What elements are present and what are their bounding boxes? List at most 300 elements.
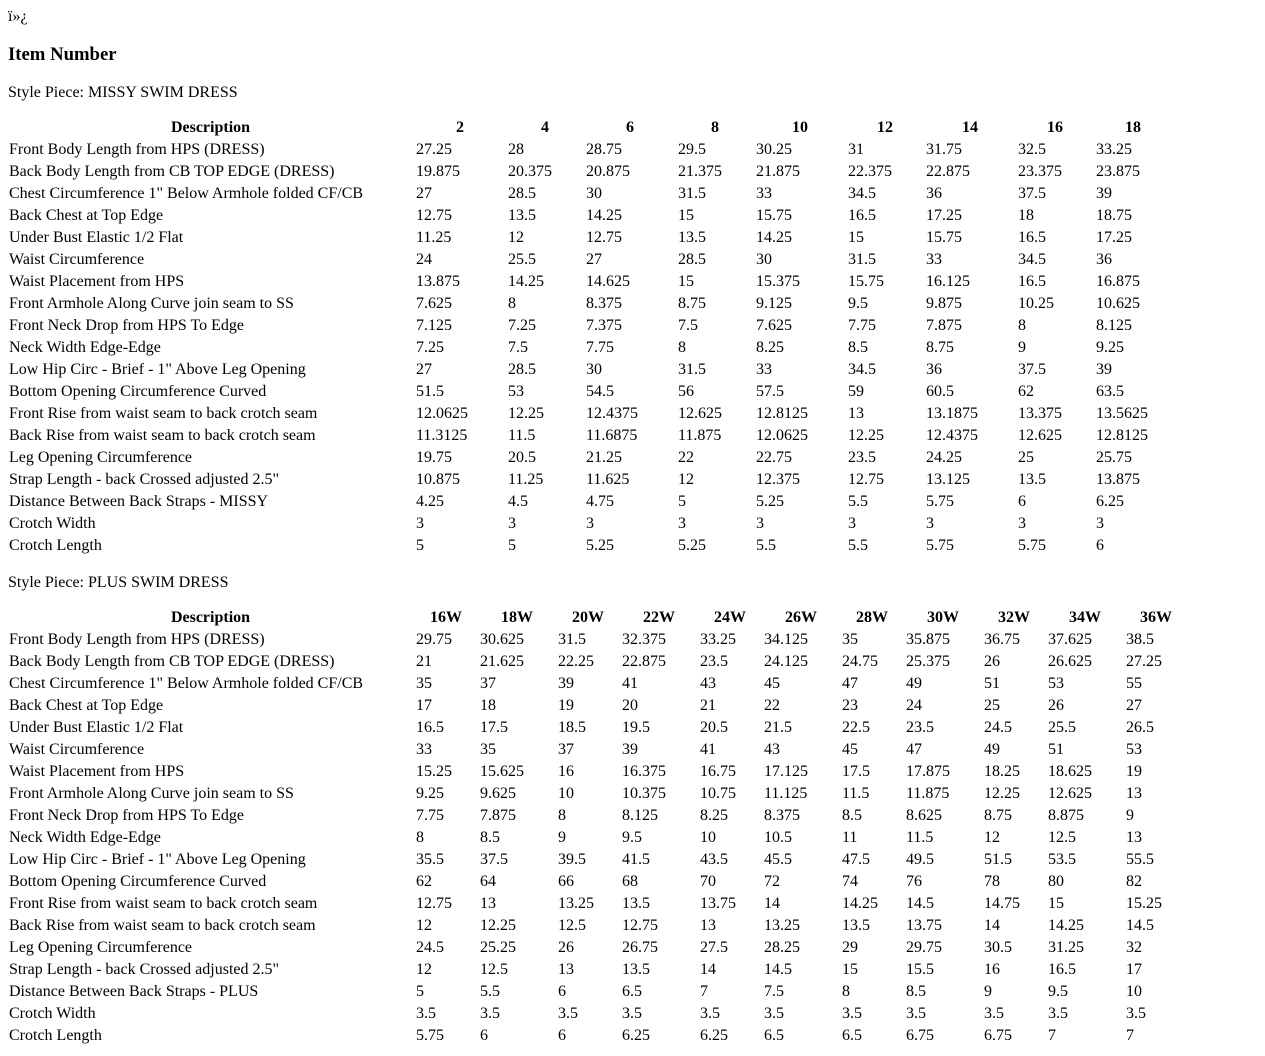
measurement-value: 6.75	[984, 1027, 1012, 1044]
measurement-value: 16.75	[700, 763, 736, 780]
column-header-size: 30W	[927, 609, 959, 626]
measurement-value: 25.375	[906, 653, 950, 670]
measurement-value: 56	[678, 383, 694, 400]
measurement-value: 5.75	[1018, 537, 1046, 554]
measurement-value: 7.25	[508, 317, 536, 334]
measurement-value: 12	[416, 917, 432, 934]
measurement-value: 13.375	[1018, 405, 1062, 422]
measurement-description: Front Body Length from HPS (DRESS)	[9, 141, 265, 158]
measurement-value: 28.5	[678, 251, 706, 268]
measurement-value: 14	[700, 961, 716, 978]
measurement-value: 33.25	[700, 631, 736, 648]
measurement-value: 9	[984, 983, 992, 1000]
measurement-value: 9.5	[848, 295, 868, 312]
measurement-value: 63.5	[1096, 383, 1124, 400]
measurement-value: 33.25	[1096, 141, 1132, 158]
measurement-value: 38.5	[1126, 631, 1154, 648]
style-piece-plus: Style Piece: PLUS SWIM DRESS	[8, 574, 229, 591]
measurement-value: 13.875	[416, 273, 460, 290]
measurement-value: 41	[622, 675, 638, 692]
measurement-value: 3.5	[764, 1005, 784, 1022]
table-row	[8, 184, 1171, 204]
measurement-value: 43.5	[700, 851, 728, 868]
measurement-value: 12.4375	[926, 427, 978, 444]
measurement-value: 15.75	[926, 229, 962, 246]
measurement-value: 13.5	[1018, 471, 1046, 488]
measurement-value: 8	[416, 829, 424, 846]
measurement-value: 10.375	[622, 785, 666, 802]
table-row	[8, 916, 1187, 936]
measurement-value: 35.5	[416, 851, 444, 868]
measurement-value: 15.375	[756, 273, 800, 290]
measurement-value: 35	[416, 675, 432, 692]
column-header-size: 16W	[430, 609, 462, 626]
measurement-value: 9.125	[756, 295, 792, 312]
measurement-value: 6.5	[622, 983, 642, 1000]
measurement-value: 24.25	[926, 449, 962, 466]
measurement-value: 78	[984, 873, 1000, 890]
measurement-value: 3	[1018, 515, 1026, 532]
table-row	[8, 162, 1171, 182]
measurement-value: 12.0625	[756, 427, 808, 444]
measurement-value: 25.25	[480, 939, 516, 956]
measurement-value: 6	[1018, 493, 1026, 510]
measurement-value: 24.75	[842, 653, 878, 670]
table-row	[8, 630, 1187, 650]
measurement-description: Back Body Length from CB TOP EDGE (DRESS)	[9, 653, 335, 670]
column-header-size: 16	[1047, 119, 1063, 136]
table-row	[8, 740, 1187, 760]
measurement-value: 39	[622, 741, 638, 758]
measurement-value: 24	[906, 697, 922, 714]
measurement-value: 13.5	[622, 895, 650, 912]
table-row	[8, 404, 1171, 424]
table-row	[8, 850, 1187, 870]
measurement-value: 12.4375	[586, 405, 638, 422]
measurement-value: 22	[678, 449, 694, 466]
measurement-description: Strap Length - back Crossed adjusted 2.5"	[9, 961, 280, 978]
measurement-value: 26	[558, 939, 574, 956]
table-row	[8, 426, 1171, 446]
measurement-value: 11.25	[416, 229, 452, 246]
measurement-value: 10.25	[1018, 295, 1054, 312]
measurement-value: 45.5	[764, 851, 792, 868]
measurement-value: 39	[558, 675, 574, 692]
measurement-value: 16	[984, 961, 1000, 978]
measurement-value: 10	[558, 785, 574, 802]
measurement-value: 12.75	[586, 229, 622, 246]
measurement-value: 8.875	[1048, 807, 1084, 824]
measurement-value: 13	[480, 895, 496, 912]
measurement-value: 37.5	[1018, 361, 1046, 378]
measurement-value: 6.25	[622, 1027, 650, 1044]
column-header-size: 18W	[501, 609, 533, 626]
measurement-description: Crotch Width	[9, 515, 96, 532]
measurement-value: 16	[558, 763, 574, 780]
measurement-value: 76	[906, 873, 922, 890]
measurement-value: 7	[1048, 1027, 1056, 1044]
measurement-value: 72	[764, 873, 780, 890]
column-header-size: 12	[877, 119, 893, 136]
column-header-size: 4	[541, 119, 549, 136]
measurement-value: 12	[678, 471, 694, 488]
measurement-value: 18.625	[1048, 763, 1092, 780]
table-row	[8, 762, 1187, 782]
measurement-value: 54.5	[586, 383, 614, 400]
measurement-value: 13	[700, 917, 716, 934]
measurement-value: 21.875	[756, 163, 800, 180]
measurement-value: 62	[416, 873, 432, 890]
measurement-value: 13.25	[764, 917, 800, 934]
measurement-value: 30.25	[756, 141, 792, 158]
measurement-value: 8.375	[764, 807, 800, 824]
measurement-value: 22.25	[558, 653, 594, 670]
measurement-value: 23.5	[700, 653, 728, 670]
measurement-value: 12.25	[984, 785, 1020, 802]
measurement-value: 12.8125	[756, 405, 808, 422]
measurement-value: 37	[480, 675, 496, 692]
measurement-value: 9.5	[622, 829, 642, 846]
plus-spec-table	[6, 606, 1189, 1048]
measurement-value: 27.25	[416, 141, 452, 158]
measurement-value: 8.125	[1096, 317, 1132, 334]
measurement-value: 12.75	[848, 471, 884, 488]
measurement-value: 30	[756, 251, 772, 268]
measurement-value: 14.5	[1126, 917, 1154, 934]
measurement-value: 12.5	[558, 917, 586, 934]
measurement-value: 10	[1126, 983, 1142, 1000]
measurement-value: 17	[416, 697, 432, 714]
measurement-value: 16.5	[416, 719, 444, 736]
measurement-value: 64	[480, 873, 496, 890]
measurement-value: 3	[756, 515, 764, 532]
measurement-value: 33	[926, 251, 942, 268]
measurement-value: 9	[1018, 339, 1026, 356]
measurement-value: 28.75	[586, 141, 622, 158]
measurement-value: 11.875	[678, 427, 722, 444]
measurement-value: 21.375	[678, 163, 722, 180]
measurement-value: 10.5	[764, 829, 792, 846]
measurement-value: 82	[1126, 873, 1142, 890]
measurement-value: 47	[906, 741, 922, 758]
measurement-value: 12.8125	[1096, 427, 1148, 444]
measurement-value: 10.875	[416, 471, 460, 488]
measurement-description: Waist Placement from HPS	[9, 273, 185, 290]
measurement-description: Low Hip Circ - Brief - 1" Above Leg Opening	[9, 361, 306, 378]
table-row	[8, 228, 1171, 248]
measurement-value: 3.5	[1048, 1005, 1068, 1022]
column-header-size: 10	[792, 119, 808, 136]
table-row	[8, 674, 1187, 694]
measurement-value: 14	[764, 895, 780, 912]
measurement-value: 53	[1126, 741, 1142, 758]
measurement-value: 8.25	[756, 339, 784, 356]
measurement-value: 7.875	[926, 317, 962, 334]
measurement-value: 29.75	[906, 939, 942, 956]
page-title: Item Number	[8, 44, 117, 65]
measurement-value: 41.5	[622, 851, 650, 868]
measurement-value: 3	[926, 515, 934, 532]
measurement-value: 24.5	[416, 939, 444, 956]
measurement-value: 43	[764, 741, 780, 758]
measurement-value: 13.75	[700, 895, 736, 912]
measurement-value: 25	[1018, 449, 1034, 466]
measurement-value: 29	[842, 939, 858, 956]
measurement-value: 13.1875	[926, 405, 978, 422]
measurement-value: 13.5	[678, 229, 706, 246]
style-piece-missy: Style Piece: MISSY SWIM DRESS	[8, 84, 238, 101]
measurement-value: 8.125	[622, 807, 658, 824]
measurement-value: 5.25	[678, 537, 706, 554]
measurement-value: 12	[984, 829, 1000, 846]
measurement-value: 49	[984, 741, 1000, 758]
table-row	[8, 536, 1171, 556]
measurement-value: 51.5	[984, 851, 1012, 868]
measurement-value: 12.75	[416, 207, 452, 224]
measurement-value: 12.0625	[416, 405, 468, 422]
measurement-value: 13.5	[842, 917, 870, 934]
measurement-value: 3	[848, 515, 856, 532]
measurement-description: Strap Length - back Crossed adjusted 2.5"	[9, 471, 280, 488]
measurement-value: 37	[558, 741, 574, 758]
measurement-value: 25	[984, 697, 1000, 714]
measurement-value: 12.625	[1048, 785, 1092, 802]
measurement-value: 23	[842, 697, 858, 714]
measurement-value: 12.25	[480, 917, 516, 934]
measurement-value: 27	[586, 251, 602, 268]
measurement-value: 18.25	[984, 763, 1020, 780]
measurement-value: 8.625	[906, 807, 942, 824]
measurement-description: Back Chest at Top Edge	[9, 207, 164, 224]
measurement-value: 11	[842, 829, 858, 846]
measurement-value: 34.5	[848, 185, 876, 202]
measurement-value: 31.5	[848, 251, 876, 268]
measurement-description: Leg Opening Circumference	[9, 449, 193, 466]
column-header-size: 6	[626, 119, 634, 136]
measurement-value: 33	[416, 741, 432, 758]
measurement-value: 8.5	[480, 829, 500, 846]
measurement-description: Crotch Length	[9, 1027, 102, 1044]
measurement-value: 13.875	[1096, 471, 1140, 488]
measurement-value: 26	[1048, 697, 1064, 714]
measurement-value: 59	[848, 383, 864, 400]
measurement-value: 21.625	[480, 653, 524, 670]
table-header-row	[8, 608, 1187, 628]
measurement-value: 19.75	[416, 449, 452, 466]
measurement-value: 23.5	[848, 449, 876, 466]
measurement-value: 12.625	[1018, 427, 1062, 444]
measurement-value: 13	[848, 405, 864, 422]
measurement-description: Chest Circumference 1" Below Armhole folded CF/CB	[9, 185, 364, 202]
measurement-value: 5.5	[756, 537, 776, 554]
measurement-value: 74	[842, 873, 858, 890]
measurement-value: 39	[1096, 361, 1112, 378]
measurement-value: 68	[622, 873, 638, 890]
column-header-description: Description	[170, 609, 251, 626]
measurement-value: 35	[842, 631, 858, 648]
measurement-value: 10.625	[1096, 295, 1140, 312]
measurement-value: 13.5	[622, 961, 650, 978]
measurement-value: 17.5	[842, 763, 870, 780]
measurement-description: Back Body Length from CB TOP EDGE (DRESS)	[9, 163, 335, 180]
measurement-value: 39	[1096, 185, 1112, 202]
table-row	[8, 828, 1187, 848]
measurement-value: 21.25	[586, 449, 622, 466]
table-row	[8, 294, 1171, 314]
measurement-value: 9.25	[1096, 339, 1124, 356]
column-header-size: 26W	[785, 609, 817, 626]
measurement-value: 5.25	[756, 493, 784, 510]
table-row	[8, 982, 1187, 1002]
measurement-value: 14.5	[764, 961, 792, 978]
measurement-value: 34.5	[848, 361, 876, 378]
measurement-value: 21.5	[764, 719, 792, 736]
measurement-value: 36	[926, 361, 942, 378]
column-header-size: 34W	[1069, 609, 1101, 626]
measurement-value: 11.5	[508, 427, 536, 444]
measurement-value: 7.125	[416, 317, 452, 334]
measurement-value: 34.125	[764, 631, 808, 648]
measurement-description: Distance Between Back Straps - MISSY	[9, 493, 269, 510]
measurement-value: 13.5625	[1096, 405, 1148, 422]
column-header-size: 32W	[998, 609, 1030, 626]
measurement-description: Crotch Width	[9, 1005, 96, 1022]
measurement-value: 33	[756, 361, 772, 378]
measurement-value: 49	[906, 675, 922, 692]
table-row	[8, 382, 1171, 402]
column-header-size: 14	[962, 119, 978, 136]
measurement-value: 31.75	[926, 141, 962, 158]
measurement-value: 43	[700, 675, 716, 692]
measurement-value: 28.25	[764, 939, 800, 956]
measurement-value: 70	[700, 873, 716, 890]
measurement-value: 23.375	[1018, 163, 1062, 180]
measurement-value: 60.5	[926, 383, 954, 400]
measurement-value: 19	[1126, 763, 1142, 780]
measurement-value: 9.625	[480, 785, 516, 802]
measurement-value: 14.25	[756, 229, 792, 246]
measurement-value: 12.375	[756, 471, 800, 488]
measurement-value: 6.5	[764, 1027, 784, 1044]
measurement-value: 31.25	[1048, 939, 1084, 956]
measurement-value: 27.5	[700, 939, 728, 956]
measurement-value: 16.375	[622, 763, 666, 780]
measurement-value: 8	[1018, 317, 1026, 334]
measurement-description: Distance Between Back Straps - PLUS	[9, 983, 259, 1000]
table-row	[8, 360, 1171, 380]
measurement-value: 23.5	[906, 719, 934, 736]
measurement-description: Bottom Opening Circumference Curved	[9, 873, 267, 890]
measurement-value: 23.875	[1096, 163, 1140, 180]
measurement-value: 13	[1126, 829, 1142, 846]
missy-spec-table	[6, 116, 1173, 558]
measurement-description: Front Body Length from HPS (DRESS)	[9, 631, 265, 648]
column-header-size: 22W	[643, 609, 675, 626]
measurement-value: 32.375	[622, 631, 666, 648]
measurement-value: 17.875	[906, 763, 950, 780]
measurement-value: 11.6875	[586, 427, 638, 444]
measurement-value: 14.25	[508, 273, 544, 290]
measurement-value: 18.75	[1096, 207, 1132, 224]
measurement-value: 27.25	[1126, 653, 1162, 670]
measurement-value: 31	[848, 141, 864, 158]
table-row	[8, 272, 1171, 292]
table-row	[8, 338, 1171, 358]
measurement-value: 18	[480, 697, 496, 714]
measurement-value: 7.75	[848, 317, 876, 334]
measurement-value: 11.5	[906, 829, 934, 846]
measurement-value: 20.375	[508, 163, 552, 180]
measurement-value: 31.5	[678, 185, 706, 202]
measurement-description: Under Bust Elastic 1/2 Flat	[9, 719, 184, 736]
measurement-value: 29.75	[416, 631, 452, 648]
measurement-value: 3	[1096, 515, 1104, 532]
measurement-value: 19.875	[416, 163, 460, 180]
measurement-value: 14.25	[1048, 917, 1084, 934]
measurement-value: 12	[416, 961, 432, 978]
measurement-value: 19	[558, 697, 574, 714]
measurement-value: 28.5	[508, 361, 536, 378]
table-row	[8, 316, 1171, 336]
measurement-value: 8	[678, 339, 686, 356]
measurement-value: 11.5	[842, 785, 870, 802]
measurement-value: 35.875	[906, 631, 950, 648]
measurement-value: 16.5	[1048, 961, 1076, 978]
measurement-value: 5.75	[926, 537, 954, 554]
measurement-value: 15	[842, 961, 858, 978]
table-row	[8, 652, 1187, 672]
measurement-value: 6	[1096, 537, 1104, 554]
column-header-size: 36W	[1140, 609, 1172, 626]
measurement-value: 37.625	[1048, 631, 1092, 648]
measurement-value: 17	[1126, 961, 1142, 978]
measurement-value: 47	[842, 675, 858, 692]
measurement-value: 15	[678, 207, 694, 224]
measurement-value: 14.25	[842, 895, 878, 912]
measurement-value: 3.5	[906, 1005, 926, 1022]
measurement-value: 10	[700, 829, 716, 846]
measurement-value: 53.5	[1048, 851, 1076, 868]
measurement-value: 45	[764, 675, 780, 692]
measurement-description: Chest Circumference 1" Below Armhole folded CF/CB	[9, 675, 364, 692]
measurement-description: Front Rise from waist seam to back crotch seam	[9, 895, 318, 912]
measurement-value: 26.75	[622, 939, 658, 956]
measurement-value: 7.875	[480, 807, 516, 824]
measurement-value: 34.5	[1018, 251, 1046, 268]
measurement-value: 3	[416, 515, 424, 532]
measurement-value: 22.75	[756, 449, 792, 466]
measurement-value: 14.75	[984, 895, 1020, 912]
measurement-value: 24.125	[764, 653, 808, 670]
measurement-value: 3.5	[480, 1005, 500, 1022]
measurement-value: 15.25	[1126, 895, 1162, 912]
measurement-value: 6.75	[906, 1027, 934, 1044]
measurement-value: 32.5	[1018, 141, 1046, 158]
measurement-description: Waist Circumference	[9, 741, 145, 758]
measurement-value: 7	[700, 983, 708, 1000]
measurement-value: 20.875	[586, 163, 630, 180]
measurement-value: 9.875	[926, 295, 962, 312]
measurement-value: 7	[1126, 1027, 1134, 1044]
measurement-value: 62	[1018, 383, 1034, 400]
table-row	[8, 1026, 1187, 1046]
measurement-value: 3	[678, 515, 686, 532]
measurement-value: 27	[416, 361, 432, 378]
measurement-value: 15.5	[906, 961, 934, 978]
measurement-value: 6	[558, 1027, 566, 1044]
measurement-value: 22.875	[622, 653, 666, 670]
measurement-value: 8.5	[906, 983, 926, 1000]
